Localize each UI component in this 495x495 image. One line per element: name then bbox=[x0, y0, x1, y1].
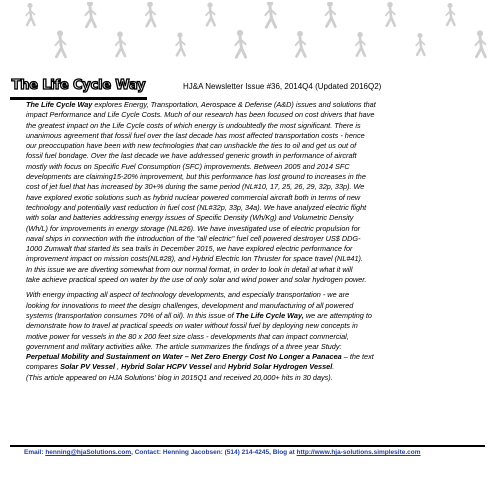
vessel-hybrid-hydrogen: Hybrid Solar Hydrogen Vessel bbox=[227, 362, 333, 372]
intro-line: the greatest impact on the Life Cycle costs of which energy is undoubtedly the most significant. There is bbox=[26, 120, 361, 130]
study-title: Perpetual Mobility and Sustainment on Water – Net Zero Energy Cost No Longer a Panacea bbox=[26, 352, 342, 362]
life-cycle-way-logo: The Life Cycle Way bbox=[11, 78, 146, 93]
walking-figure-icon bbox=[416, 33, 424, 55]
intro-line: take achieve practical speed on water by the use of only solar and wind power and solar hydrogen power. bbox=[26, 275, 367, 285]
issue-line: looking for innovations to meet the design challenges, development and manufacturing of all powered bbox=[26, 300, 354, 310]
walking-figure-icon bbox=[386, 2, 395, 26]
walking-figure-icon bbox=[176, 32, 185, 55]
walking-figure-icon bbox=[206, 2, 215, 25]
intro-line: In this issue we are diverting somewhat from our normal format, in order to look in detail at what it will bbox=[26, 264, 353, 274]
issue-paragraph bbox=[26, 290, 476, 383]
walking-figure-icon bbox=[56, 30, 66, 56]
walking-figure-icon bbox=[86, 2, 96, 27]
walking-figure-icon bbox=[116, 31, 125, 56]
brand-name: The Life Cycle Way, bbox=[235, 310, 304, 320]
intro-line: impact Performance and Life Cycle Costs. Much of our research has been focused on cost drivers that have bbox=[26, 110, 375, 120]
intro-line: The Life Cycle Way explores Energy, Transportation, Aerospace & Defense (A&D) issues and solutions that bbox=[26, 100, 376, 109]
intro-line: technology and potentially vast reduction in fuel cost (NL#32p, 33p, 34a). We have analyzed electric flight bbox=[26, 202, 367, 212]
issue-line: government and military activities alike. The article summarizes the findings of a three year Study: bbox=[26, 341, 342, 351]
study-title-line: Perpetual Mobility and Sustainment on Water – Net Zero Energy Cost No Longer a Panacea – the text bbox=[26, 352, 374, 362]
issue-line: motive power for vessels in the 80 x 200 feet size class - developments that can impact commercial, bbox=[26, 331, 349, 341]
footer-contact: Email: henning@hjaSolutions.com, Contact: Henning Jacobsen: (514) 214-4245, Blog at http://www.hja-solutions.simplesite.com bbox=[24, 449, 421, 456]
article-body bbox=[26, 100, 476, 388]
intro-line: have explored exotic solutions such as hybrid nuclear powered commercial aircraft both in terms of new bbox=[26, 192, 361, 202]
newsletter-title: HJ&A Newsletter Issue #36, 2014Q4 (Updated 2016Q2) bbox=[183, 82, 382, 91]
issue-line: demonstrate how to travel at practical speeds on water without fossil fuel by deploying new concepts in bbox=[26, 321, 358, 331]
intro-line: naval ships in connection with the introduction of the "all electric" fuel cell powered destroyer US$ DDG- bbox=[26, 233, 361, 243]
intro-line: developments are claiming15-20% improvement, but this performance has lost ground to increases in the bbox=[26, 172, 366, 182]
intro-line: our preoccupation have been with new technologies that can unshackle the ties to oil and get us out of bbox=[26, 141, 357, 151]
intro-line: fossil fuel bondage. Over the last decade we have addressed generic growth in performance of aircraft bbox=[26, 151, 357, 161]
walking-figure-icon bbox=[356, 32, 365, 56]
walking-figure-icon bbox=[265, 2, 275, 27]
vessel-list-line: compares Solar PV Vessel , Hybrid Solar HCPV Vessel and Hybrid Solar Hydrogen Vessel. bbox=[26, 362, 335, 372]
walking-figure-icon bbox=[26, 3, 34, 25]
intro-paragraph bbox=[26, 100, 476, 285]
intro-line: mostly with focus on Specific Fuel Consumption (SFC) improvements. Between 2005 and 2014 SFC bbox=[26, 161, 350, 171]
email-link[interactable]: henning@hjaSolutions.com bbox=[45, 449, 132, 456]
walking-figures-banner bbox=[8, 2, 487, 74]
blog-link[interactable]: http://www.hja-solutions.simplesite.com bbox=[296, 449, 421, 456]
intro-line: (Wh/L) for improvements in energy storage (NL#26). We have investigated use of electric propulsion for bbox=[26, 223, 361, 233]
issue-line: With energy impacting all aspect of technology developments, and especially transportation - we are bbox=[26, 290, 350, 300]
blog-note: (This article appeared on HJA Solutions' blog in 2015Q1 and received 20,000+ hits in 30 days). bbox=[26, 372, 333, 382]
walking-figure-icon bbox=[446, 3, 454, 25]
walking-figure-icon bbox=[146, 2, 155, 26]
vessel-solar-pv: Solar PV Vessel bbox=[60, 362, 115, 372]
intro-line: with solar and batteries addressing energy issues of Specific Density (Wh/Kg) and Volumetric Density bbox=[26, 213, 354, 223]
intro-line: 1000 Zumwalt that started its sea trails in December 2015, we have explored electric performance for bbox=[26, 244, 353, 254]
intro-line: improvement impact on mission costs(NL#28), and Hybrid Electric Ion Thruster for space travel (NL#41). bbox=[26, 254, 364, 264]
walking-figure-icon bbox=[235, 30, 245, 57]
walking-figure-icon bbox=[326, 2, 336, 26]
brand-name: The Life Cycle Way bbox=[26, 100, 93, 109]
issue-line: systems (transportation consumes 70% of all oil). In this issue of The Life Cycle Way, we are attempting to bbox=[26, 310, 372, 320]
footer-divider bbox=[10, 445, 485, 447]
vessel-hybrid-hcpv: Hybrid Solar HCPV Vessel bbox=[121, 362, 212, 372]
intro-line: unanimous agreement that fossil fuel over the last decade has most affected transportation costs - hence bbox=[26, 130, 365, 140]
intro-line: cost of jet fuel that has increased by 30+% during the same period (NL#10, 17, 25, 26, 29, 32p, 33p). We bbox=[26, 182, 365, 192]
walking-figure-icon bbox=[296, 31, 306, 57]
walking-figure-icon bbox=[476, 30, 486, 56]
